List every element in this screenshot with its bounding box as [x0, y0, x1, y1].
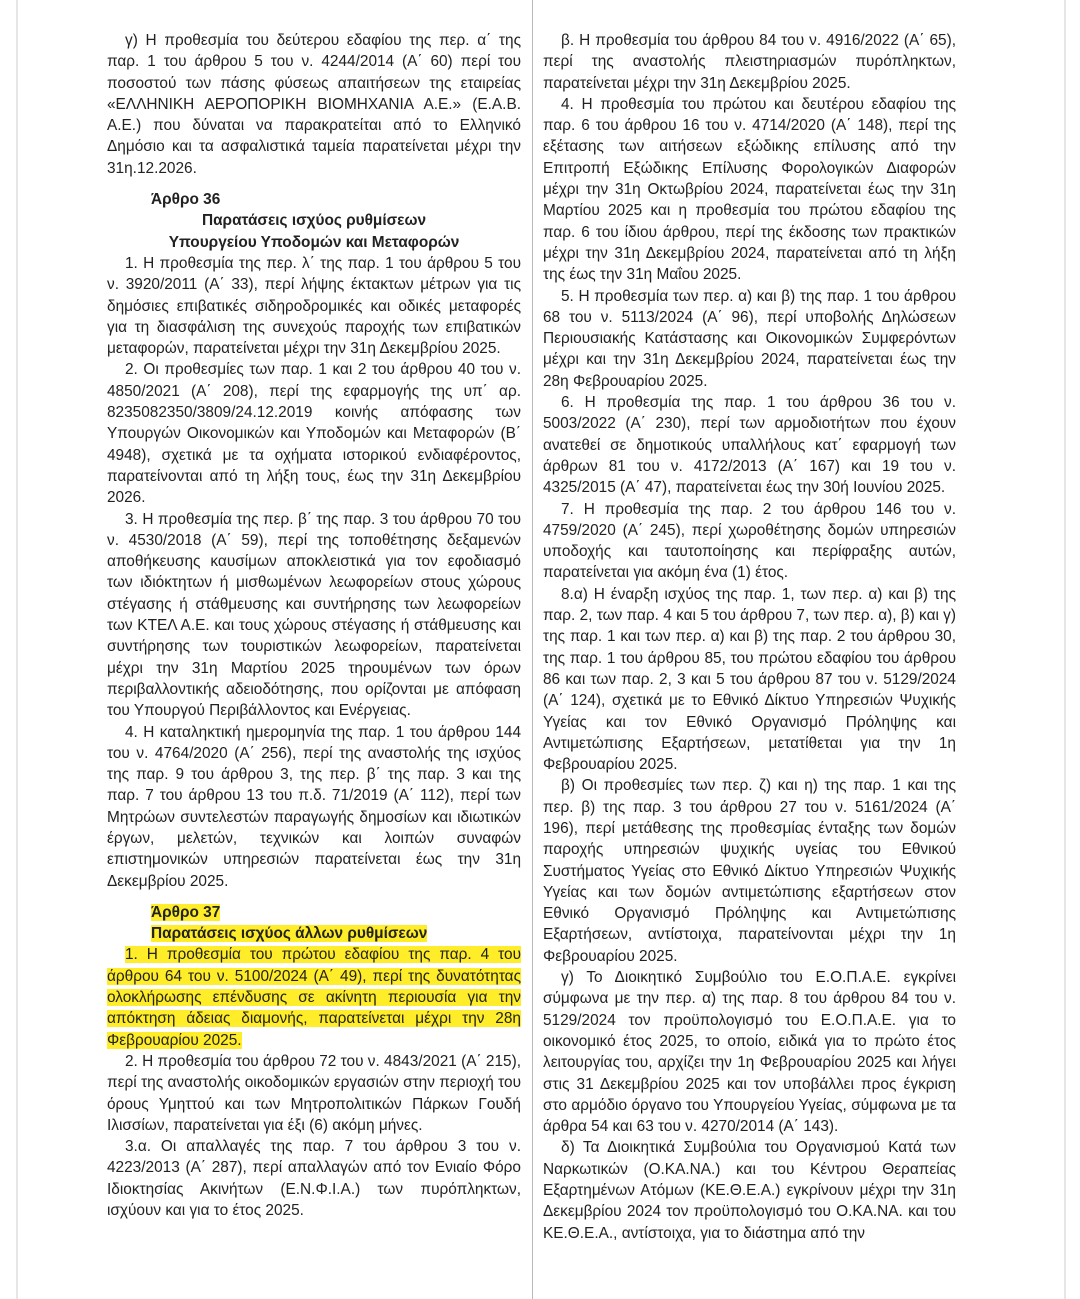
article-36-paragraph-2: 2. Οι προθεσμίες των παρ. 1 και 2 του άρθρου 40 του ν. 4850/2021 (Α΄ 208), περί της εφαρμογής της υπ΄ αρ. 8235082350/3809/24.12.2019 κοινής απόφασης των Υπουργών Οικονομικών και Υποδομών και Μεταφορών (Β΄ 4948), σχετικά με τα οχήματα ιστορικού ενδιαφέροντος, παρατείνονται από τη λήξη τους, έως την 31η Δεκεμβρίου 2026. — [107, 361, 521, 507]
article-36-heading — [107, 189, 521, 253]
page-edge-right — [1064, 0, 1066, 1299]
paragraph-gamma: γ) Η προθεσμία του δεύτερου εδαφίου της περ. α΄ της παρ. 1 του άρθρου 5 του ν. 4244/2014 (Α΄ 60) περί του ποσοστού των πάσης φύσεως απαιτήσεων της εταιρείας «ΕΛΛΗΝΙΚΗ ΑΕΡΟΠΟΡΙΚΗ ΒΙΟΜΗΧΑΝΙΑ Α.Ε.» (Ε.Α.Β. Α.Ε.) που δύναται να παρακρατείται από το Ελληνικό Δημόσιο και τα ασφαλιστικά ταμεία παρατείνεται μέχρι την 31η.12.2026. — [107, 32, 521, 177]
paragraph-7: 7. Η προθεσμία της παρ. 2 του άρθρου 146 του ν. 4759/2020 (Α΄ 245), περί χωροθέτησης δομών υπηρεσιών υποδοχής και ταυτοποίησης και περίφραξης αυτών, παρατείνεται για ακόμη ένα (1) έτος. — [543, 500, 956, 582]
paragraph-5: 5. Η προθεσμία των περ. α) και β) της παρ. 1 του άρθρου 68 του ν. 5113/2024 (Α΄ 96), περί υποβολής Δηλώσεων Περιουσιακής Κατάστασης και Οικονομικών Συμφερόντων μέχρι και την 31η Δεκεμβρίου 2024, παρατείνεται έως την 28η Φεβρουαρίου 2025. — [543, 287, 956, 390]
paragraph-beta: β. Η προθεσμία του άρθρου 84 του ν. 4916/2022 (Α΄ 65), περί της αναστολής πλειστηριασμών πυρόπληκτων, παρατείνεται μέχρι την 31η Δεκεμβρίου 2025. — [543, 32, 956, 92]
article-36-paragraph-3: 3. Η προθεσμία της περ. β΄ της παρ. 3 του άρθρου 70 του ν. 4530/2018 (Α΄ 59), περί της τοποθέτησης δεξαμενών αποθήκευσης καυσίμων αποκλειστικά για τον εφοδιασμό των ιδιόκτητων ή μισθωμένων λεωφορείων στους χώρους στέγασης ή στάθμευσης και συντήρησης των λεωφορείων των ΚΤΕΛ Α.Ε. και τους χώρους στέγασης ή στάθμευσης και συντήρησης των τουριστικών λεωφορείων, παρατείνεται μέχρι την 31η Μαρτίου 2025 τηρουμένων των όρων περιβαλλοντικής αδειοδότησης, που ορίζονται με απόφαση του Υπουργού Περιβάλλοντος και Ενέργειας. — [107, 510, 521, 720]
article-36-paragraph-1: 1. Η προθεσμία της περ. λ΄ της παρ. 1 του άρθρου 5 του ν. 3920/2011 (Α΄ 33), περί λήψης έκτακτων μέτρων για τις δημόσιες επιβατικές σιδηροδρομικές και οδικές μεταφορές για τη διασφάλιση της συνεχούς παροχής των επιβατικών μεταφορών, παρατείνεται μέχρι την 31η Δεκεμβρίου 2025. — [107, 254, 521, 358]
left-column — [107, 30, 521, 1221]
paragraph-4: 4. Η προθεσμία του πρώτου και δευτέρου εδαφίου της παρ. 6 του άρθρου 16 του ν. 4714/2020 (Α΄ 148), περί της εξέτασης των αιτήσεων εξώδικης επίλυσης από την Επιτροπή Εξώδικης Επίλυσης Φορολογικών Διαφορών μέχρι την 31η Οκτωβρίου 2024, παρατείνεται έως την 31η Μαρτίου 2025 και η προθεσμία του πρώτου εδαφίου της παρ. 6 του ίδιου άρθρου, περί της έκδοσης των πρακτικών μέχρι την 31η Δεκεμβρίου 2024, παρατείνεται από τη λήξη της έως την 31η Μαΐου 2025. — [543, 95, 956, 284]
article-36-number: Άρθρο 36 — [151, 191, 221, 209]
paragraph-8a: 8.α) Η έναρξη ισχύος της παρ. 1, των περ. α) και β) της παρ. 2, των παρ. 4 και 5 του άρθρου 7, των περ. α), β) και γ) της παρ. 1 και των περ. α) και β) της παρ. 2 του άρθρου 30, της παρ. 1 του άρθρου 85, του πρώτου εδαφίου του άρθρου 86 και των παρ. 2, 3 και 5 του άρθρου 87 του ν. 5129/2024 (Α΄ 124), σχετικά με το Εθνικό Δίκτυο Υπηρεσιών Ψυχικής Υγείας και τον Εθνικό Οργανισμό Πρόληψης και Αντιμετώπισης Εξαρτήσεων, μετατίθεται για την 1η Φεβρουαρίου 2025. — [543, 585, 956, 774]
paragraph-6: 6. Η προθεσμία της παρ. 1 του άρθρου 36 του ν. 5003/2022 (Α΄ 230), περί των αρμοδιοτήτων που έχουν ανατεθεί σε δημοτικούς υπαλλήλους κατ΄ εφαρμογή των άρθρων 81 του ν. 4172/2013 (Α΄ 167) και 19 του ν. 4325/2015 (Α΄ 47), παρατείνεται έως την 30ή Ιουνίου 2025. — [543, 394, 956, 497]
article-37-heading — [107, 902, 521, 945]
article-37-number: Άρθρο 37 — [151, 903, 221, 921]
article-37-paragraph-1 — [107, 944, 521, 1050]
right-column — [543, 30, 956, 1244]
article-37-paragraph-2: 2. Η προθεσμία του άρθρου 72 του ν. 4843/2021 (Α΄ 215), περί της αναστολής οικοδομικών εργασιών στην περιοχή του όρους Υμηττού και των Μητροπολιτικών Πάρκων Γουδή Ιλισσίων, παρατείνεται για έξι (6) ακόμη μήνες. — [107, 1052, 521, 1134]
article-37-title: Παρατάσεις ισχύος άλλων ρυθμίσεων — [151, 925, 428, 943]
page-edge-left — [16, 0, 18, 1299]
article-37-number-wrap — [151, 902, 521, 923]
article-36-title-line2: Υπουργείου Υποδομών και Μεταφορών — [168, 233, 460, 251]
article-36-title-line1: Παρατάσεις ισχύος ρυθμίσεων — [201, 212, 427, 230]
article-37-paragraph-1-highlight: 1. Η προθεσμία του πρώτου εδαφίου της παρ. 4 του άρθρου 64 του ν. 5100/2024 (Α΄ 49), περί της δυνατότητας ολοκλήρωσης επένδυσης σε ακίνητη περιουσία για την απόκτηση άδειας διαμονής, παρατείνεται μέχρι την 28η Φεβρουαρίου 2025. — [107, 946, 521, 1049]
article-37-title-wrap — [151, 923, 521, 944]
paragraph-8g: γ) Το Διοικητικό Συμβούλιο του Ε.Ο.Π.Α.Ε. εγκρίνει σύμφωνα με την περ. α) της παρ. 8 του άρθρου 84 του ν. 5129/2024 τον προϋπολογισμό του Ε.Ο.Π.Α.Ε. για το οικονομικό έτος 2025, το οποίο, ειδικά για το πρώτο έτος λειτουργίας του, αρχίζει την 1η Φεβρουαρίου 2025 και λήγει στις 31 Δεκεμβρίου 2025 και τον υποβάλλει προς έγκριση στο αρμόδιο όργανο του Υπουργείου Υγείας, σύμφωνα με τα άρθρα 54 και 63 του ν. 4270/2014 (Α΄ 143). — [543, 969, 956, 1136]
column-divider — [532, 0, 533, 1299]
paragraph-8b: β) Οι προθεσμίες των περ. ζ) και η) της παρ. 1 και της περ. β) της παρ. 3 του άρθρου 27 του ν. 5161/2024 (Α΄ 196), περί μετάθεσης της προθεσμίας ένταξης των δομών παροχής υπηρεσιών ψυχικής υγείας του Εθνικού Συστήματος Υγείας στο Εθνικό Δίκτυο Υπηρεσιών Ψυχικής Υγείας και των δομών αντιμετώπισης εξαρτήσεων στον Εθνικό Οργανισμό Πρόληψης και Αντιμετώπισης Εξαρτήσεων, αντίστοιχα, παρατείνονται μέχρι την 1η Φεβρουαρίου 2025. — [543, 777, 956, 965]
article-37-paragraph-3a: 3.α. Οι απαλλαγές της παρ. 7 του άρθρου 3 του ν. 4223/2013 (Α΄ 287), περί απαλλαγών από τον Ενιαίο Φόρο Ιδιοκτησίας Ακινήτων (Ε.Ν.Φ.Ι.Α.) των πυρόπληκτων, ισχύουν και για το έτος 2025. — [107, 1138, 521, 1220]
paragraph-8d: δ) Τα Διοικητικά Συμβούλια του Οργανισμού Κατά των Ναρκωτικών (Ο.ΚΑ.ΝΑ.) και του Κέντρου Θεραπείας Εξαρτημένων Ατόμων (ΚΕ.Θ.Ε.Α.) εγκρίνουν μέχρι την 31η Δεκεμβρίου 2024 τον προϋπολογισμό του Ο.ΚΑ.ΝΑ. και του ΚΕ.Θ.Ε.Α., αντίστοιχα, για το διάστημα από την — [543, 1139, 956, 1242]
article-36-paragraph-4: 4. Η καταληκτική ημερομηνία της παρ. 1 του άρθρου 144 του ν. 4764/2020 (Α΄ 256), περί της αναστολής της ισχύος της παρ. 9 του άρθρου 3, της περ. β΄ της παρ. 3 και της παρ. 7 του άρθρου 13 του π.δ. 71/2019 (Α΄ 112), περί των Μητρώων συντελεστών παραγωγής δημοσίων και ιδιωτικών έργων, μελετών, τεχνικών και λοιπών συναφών επιστημονικών υπηρεσιών παρατείνεται έως την 31η Δεκεμβρίου 2025. — [107, 723, 521, 890]
